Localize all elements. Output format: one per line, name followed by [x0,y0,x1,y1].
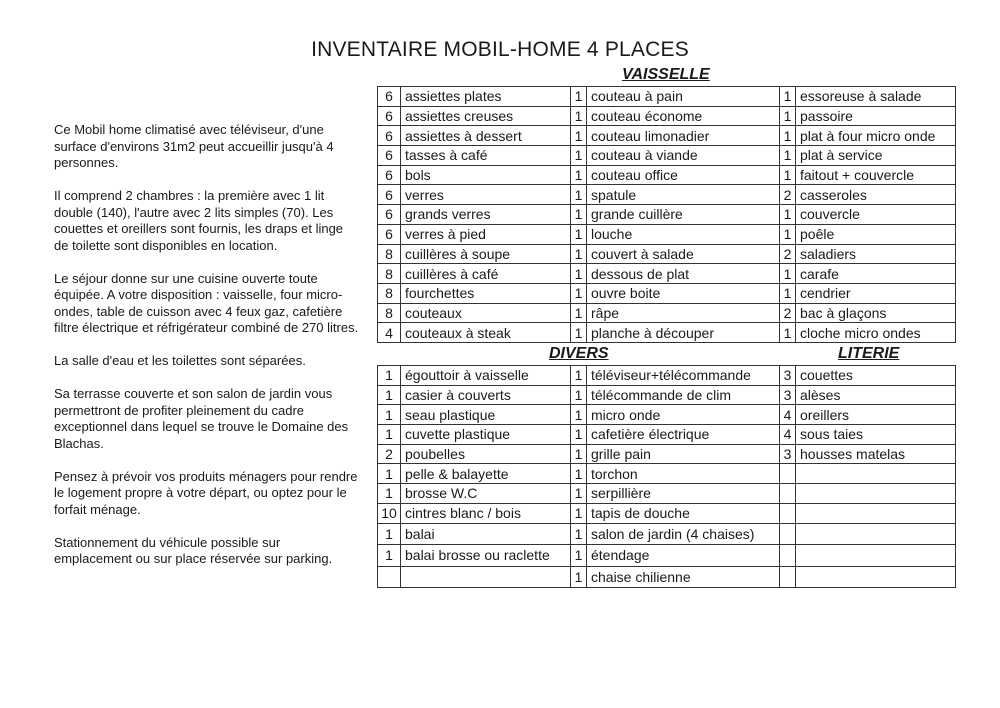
quantity-cell: 1 [780,146,796,166]
table-row [378,385,956,405]
quantity-cell: 2 [780,244,796,264]
heading-literie: LITERIE [838,345,900,362]
quantity-cell: 3 [780,385,796,405]
item-cell: cuillères à soupe [401,244,571,264]
quantity-cell [780,523,796,545]
table-row [378,484,956,504]
quantity-cell: 2 [780,303,796,323]
item-cell: téléviseur+télécommande [587,366,780,386]
quantity-cell: 1 [571,464,587,484]
item-cell: fourchettes [401,283,571,303]
quantity-cell: 1 [780,87,796,107]
item-cell: cintres blanc / bois [401,503,571,523]
quantity-cell: 1 [571,303,587,323]
intro-paragraph: Il comprend 2 chambres : la première avec 1 lit double (140), l'autre avec 2 lits simples (70). Les couettes et oreillers sont fournis, les draps et linge de toilette sont disponibles en location. [54,188,344,253]
quantity-cell [780,484,796,504]
vaisselle-table [377,86,956,343]
item-cell: serpillière [587,484,780,504]
item-cell: essoreuse à salade [796,87,956,107]
quantity-cell: 1 [378,484,401,504]
table-row [378,126,956,146]
item-cell [796,464,956,484]
quantity-cell [780,566,796,588]
table-row [378,283,956,303]
quantity-cell: 1 [571,87,587,107]
quantity-cell: 6 [378,146,401,166]
table-row [378,244,956,264]
item-cell: sous taies [796,425,956,445]
quantity-cell: 1 [571,165,587,185]
item-cell: pelle & balayette [401,464,571,484]
table-row [378,566,956,588]
quantity-cell: 1 [378,366,401,386]
item-cell: balai brosse ou raclette [401,545,571,567]
quantity-cell: 1 [571,106,587,126]
quantity-cell: 1 [780,126,796,146]
table-row [378,205,956,225]
quantity-cell: 1 [571,366,587,386]
quantity-cell: 8 [378,283,401,303]
quantity-cell [780,464,796,484]
quantity-cell: 6 [378,224,401,244]
item-cell: faitout + couvercle [796,165,956,185]
item-cell [796,545,956,567]
table-row [378,545,956,567]
item-cell: cafetière électrique [587,425,780,445]
item-cell [796,523,956,545]
item-cell: verres [401,185,571,205]
item-cell: grille pain [587,444,780,464]
item-cell: louche [587,224,780,244]
quantity-cell [780,545,796,567]
quantity-cell: 6 [378,205,401,225]
quantity-cell: 1 [571,444,587,464]
item-cell: poubelles [401,444,571,464]
quantity-cell: 8 [378,244,401,264]
item-cell: couteau économe [587,106,780,126]
item-cell: spatule [587,185,780,205]
quantity-cell: 1 [571,523,587,545]
item-cell: plat à service [796,146,956,166]
item-cell: plat à four micro onde [796,126,956,146]
quantity-cell: 1 [571,224,587,244]
quantity-cell: 1 [571,185,587,205]
quantity-cell: 1 [780,106,796,126]
intro-paragraph: La salle d'eau et les toilettes sont séparées. [54,353,306,368]
quantity-cell: 1 [378,405,401,425]
table-row [378,303,956,323]
item-cell: saladiers [796,244,956,264]
item-cell: cendrier [796,283,956,303]
item-cell: tasses à café [401,146,571,166]
quantity-cell: 1 [571,425,587,445]
item-cell: poêle [796,224,956,244]
quantity-cell [780,503,796,523]
item-cell: cloche micro ondes [796,323,956,343]
item-cell: assiettes à dessert [401,126,571,146]
item-cell: carafe [796,264,956,284]
item-cell: salon de jardin (4 chaises) [587,523,780,545]
item-cell: oreillers [796,405,956,425]
item-cell: torchon [587,464,780,484]
item-cell: casseroles [796,185,956,205]
item-cell: balai [401,523,571,545]
quantity-cell: 1 [780,224,796,244]
table-row [378,224,956,244]
item-cell: grands verres [401,205,571,225]
quantity-cell: 1 [378,523,401,545]
item-cell: télécommande de clim [587,385,780,405]
quantity-cell: 1 [780,205,796,225]
quantity-cell: 6 [378,87,401,107]
quantity-cell: 4 [780,405,796,425]
quantity-cell: 1 [571,566,587,588]
quantity-cell: 3 [780,366,796,386]
quantity-cell: 10 [378,503,401,523]
table-row [378,264,956,284]
item-cell: seau plastique [401,405,571,425]
table-row [378,425,956,445]
item-cell: verres à pied [401,224,571,244]
table-row [378,523,956,545]
item-cell: couvercle [796,205,956,225]
intro-paragraph: Pensez à prévoir vos produits ménagers pour rendre le logement propre à votre départ, ou optez pour le forfait ménage. [54,468,358,517]
item-cell: bols [401,165,571,185]
item-cell: couteaux à steak [401,323,571,343]
heading-divers: DIVERS [549,345,609,362]
quantity-cell: 1 [571,264,587,284]
item-cell: couettes [796,366,956,386]
table-row [378,503,956,523]
intro-paragraph: Stationnement du véhicule possible sur emplacement ou sur place réservée sur parking. [54,534,333,566]
item-cell: égouttoir à vaisselle [401,366,571,386]
intro-paragraph: Sa terrasse couverte et son salon de jardin vous permettront de profiter pleinement du cadre exceptionnel dans lequel se trouve le Domaine des Blachas. [54,386,349,451]
quantity-cell: 1 [378,385,401,405]
quantity-cell: 1 [780,264,796,284]
item-cell: couteau à pain [587,87,780,107]
quantity-cell: 6 [378,106,401,126]
table-row [378,146,956,166]
quantity-cell: 6 [378,126,401,146]
table-row [378,87,956,107]
item-cell: assiettes creuses [401,106,571,126]
table-row [378,323,956,343]
item-cell: couteau limonadier [587,126,780,146]
table-row [378,405,956,425]
item-cell: chaise chilienne [587,566,780,588]
table-row [378,464,956,484]
item-cell: assiettes plates [401,87,571,107]
item-cell: housses matelas [796,444,956,464]
quantity-cell: 1 [571,545,587,567]
table-row [378,106,956,126]
table-row [378,165,956,185]
heading-vaisselle: VAISSELLE [622,66,710,83]
item-cell: cuillères à café [401,264,571,284]
item-cell: casier à couverts [401,385,571,405]
quantity-cell: 6 [378,165,401,185]
table-row [378,444,956,464]
quantity-cell: 2 [780,185,796,205]
item-cell: cuvette plastique [401,425,571,445]
quantity-cell: 1 [780,283,796,303]
item-cell: passoire [796,106,956,126]
quantity-cell: 1 [571,126,587,146]
quantity-cell: 1 [571,283,587,303]
quantity-cell: 1 [378,545,401,567]
item-cell [796,484,956,504]
divers-literie-table [377,365,956,588]
item-cell: couvert à salade [587,244,780,264]
item-cell [796,566,956,588]
item-cell: micro onde [587,405,780,425]
quantity-cell: 1 [571,205,587,225]
quantity-cell: 1 [378,425,401,445]
item-cell: tapis de douche [587,503,780,523]
page-title: INVENTAIRE MOBIL-HOME 4 PLACES [311,38,689,61]
quantity-cell: 1 [571,405,587,425]
quantity-cell: 1 [571,323,587,343]
quantity-cell: 3 [780,444,796,464]
quantity-cell: 8 [378,264,401,284]
quantity-cell: 1 [780,165,796,185]
quantity-cell: 1 [571,385,587,405]
item-cell: ouvre boite [587,283,780,303]
item-cell: couteau office [587,165,780,185]
item-cell: bac à glaçons [796,303,956,323]
quantity-cell: 4 [378,323,401,343]
quantity-cell: 1 [571,146,587,166]
item-cell: dessous de plat [587,264,780,284]
item-cell: couteau à viande [587,146,780,166]
intro-paragraph: Ce Mobil home climatisé avec téléviseur, d'une surface d'environs 31m2 peut accueillir jusqu'à 4 personnes. [54,122,334,170]
quantity-cell: 2 [378,444,401,464]
quantity-cell: 8 [378,303,401,323]
item-cell [401,566,571,588]
item-cell: brosse W.C [401,484,571,504]
item-cell: alèses [796,385,956,405]
quantity-cell: 6 [378,185,401,205]
quantity-cell [378,566,401,588]
item-cell: étendage [587,545,780,567]
item-cell [796,503,956,523]
description-text [54,122,359,584]
intro-paragraph: Le séjour donne sur une cuisine ouverte toute équipée. A votre disposition : vaisselle, four micro-ondes, table de cuisson avec 4 feux gaz, cafetière filtre électrique et réfrigérateur combiné de 270 litres. [54,270,359,335]
item-cell: planche à découper [587,323,780,343]
item-cell: grande cuillère [587,205,780,225]
item-cell: râpe [587,303,780,323]
quantity-cell: 1 [571,244,587,264]
table-row [378,366,956,386]
item-cell: couteaux [401,303,571,323]
quantity-cell: 4 [780,425,796,445]
table-row [378,185,956,205]
quantity-cell: 1 [378,464,401,484]
quantity-cell: 1 [571,503,587,523]
quantity-cell: 1 [780,323,796,343]
quantity-cell: 1 [571,484,587,504]
